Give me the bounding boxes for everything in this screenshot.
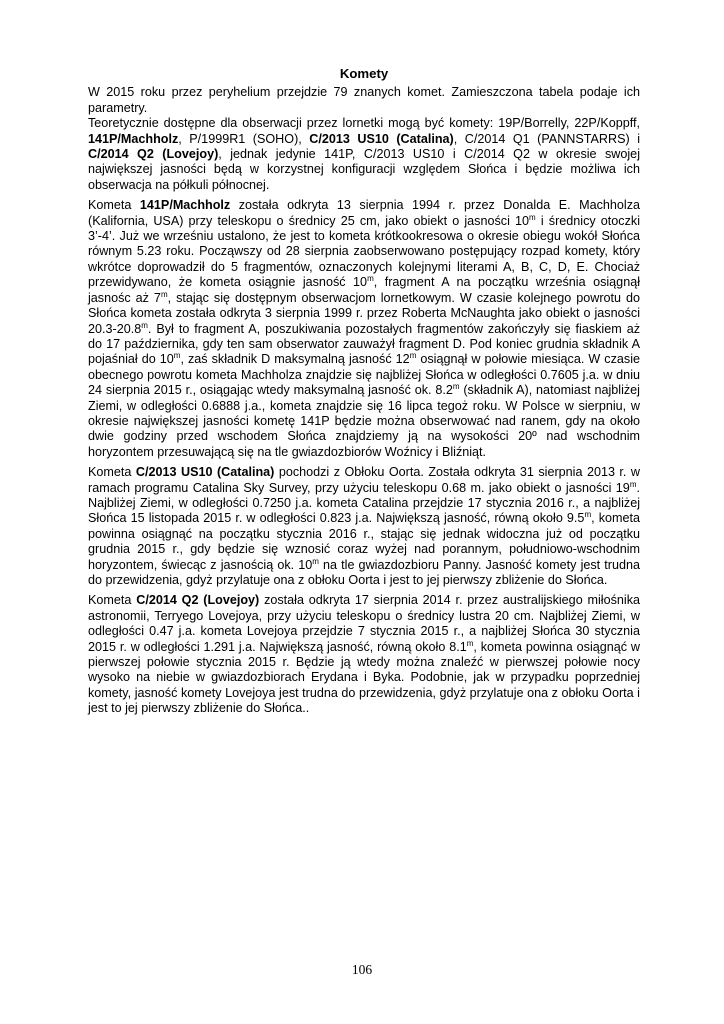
magnitude-sup: m bbox=[367, 274, 374, 284]
magnitude-sup: m bbox=[409, 351, 417, 361]
machholz-paragraph bbox=[88, 198, 640, 460]
intro-paragraph-1: W 2015 roku przez peryhelium przejdzie 79 znanych komet. Zamieszczona tabela podaje ich parametry. bbox=[88, 85, 640, 115]
document-page bbox=[88, 66, 640, 722]
text-run: . Najbliżej Ziemi, w odległości 0.7250 j.a. kometa Catalina przejdzie 17 stycznia 2016 r., a najbliżej Słońca 15 listopada 2015 r. w odległości 0.823 j.a. Największą jasność, równą około 9.5 bbox=[88, 480, 640, 526]
text-run: , fragment A na początku września osiągnął jasnośc aż 7 bbox=[88, 275, 640, 305]
text-run: , stając się dostępnym obserwacjom lornetkowym. W czasie kolejnego powrotu do Słońca kometa została odkryta 3 sierpnia 1999 r. przez Roberta McNaughta jako obiekt o jasności 20.3-20.8 bbox=[88, 290, 640, 336]
magnitude-sup: m bbox=[452, 382, 460, 392]
text-run: (składnik A), natomiast najbliżej Ziemi, w odległości 0.6888 j.a., kometa znajdzie się 16 lipca tegoż roku. W Polsce w sierpniu, w okresie największej jasności kometę 141P będzie można obserwować nad ranem, gdy na około dwie godziny przed wschodem Słońca znajdziemy ją na wysokości 20º nad wschodnim horyzontem przesuwającą się na tle gwiazdozbiorów Woźnicy i Bliźniąt. bbox=[88, 383, 640, 459]
text-run: Kometa bbox=[88, 593, 137, 608]
magnitude-sup: m bbox=[141, 320, 148, 330]
magnitude-sup: m bbox=[466, 638, 474, 648]
text-run: . Był to fragment A, poszukiwania pozostałych fragmentów zakończyły się fiaskiem aż do 17 października, gdy ten sam obserwator zauważył fragment D. Pod koniec grudnia składnik A pojaśniał do 10 bbox=[88, 321, 640, 367]
comet-name-machholz: 141P/Machholz bbox=[88, 131, 179, 146]
intro-text: , C/2014 Q1 (PANNSTARRS) i bbox=[453, 131, 641, 146]
text-run: i średnicy otoczki 3’-4’. Już we wrześniu ustalono, że jest to kometa krótkookresowa o okresie obiegu wokół Słońca równym 5.23 roku. Począwszy od 28 sierpnia zaobserwowano postępujący rozpad komety, który wkrótce doprowadził do 5 fragmentów, oznaczonych kolejnymi literami A, B, C, D, E. Chociaż przewidywano, że kometa osiągnie jasność 10 bbox=[88, 213, 640, 290]
text-run: , kometa powinna osiągnąć na początku stycznia 2016 r., stając się jednak widoczna już od początku grudnia 2015 r., gdy będzie się wznosić coraz wyżej nad porannym, południowo-wschodnim horyzontem, świecąc z jasnością ok. 10 bbox=[88, 511, 641, 572]
magnitude-sup: m bbox=[629, 479, 637, 489]
catalina-paragraph bbox=[88, 465, 640, 588]
text-run: została odkryta 13 sierpnia 1994 r. przez Donalda E. Machholza (Kalifornia, USA) przy teleskopu o średnicy 25 cm, jako obiekt o jasności 10 bbox=[88, 198, 641, 228]
intro-text: Teoretycznie dostępne dla obserwacji przez lornetki mogą być komety: 19P/Borrelly, 22P/Koppff, bbox=[88, 116, 640, 131]
comet-name-catalina: C/2013 US10 (Catalina) bbox=[309, 131, 454, 146]
page-number: 106 bbox=[351, 962, 373, 977]
text-run: , kometa powinna osiągnąć w pierwszej połowie stycznia 2015 r. Będzie ją wtedy można znaleźć w pierwszej połowie nocy wysoko na niebie w gwiazdozbiorach Erydana i Byka. Podobnie, jak w przypadku poprzedniej komety, jasność komety Lovejoya jest trudna do przewidzenia, gdyż przylatuje ona z obłoku Oorta i jest to jej pierwszy zbliżenie do Słońca.. bbox=[88, 639, 640, 716]
text-run: Kometa bbox=[88, 465, 136, 480]
text-run: pochodzi z Obłoku Oorta. Została odkryta 31 sierpnia 2013 r. w ramach programu Catalina Sky Survey, przy użyciu teleskopu 0.68 m. jako obiekt o jasności 19 bbox=[88, 465, 640, 495]
comet-name-lovejoy: C/2014 Q2 (Lovejoy) bbox=[136, 593, 260, 608]
comet-name-machholz: 141P/Machholz bbox=[139, 198, 231, 213]
text-run: , zaś składnik D maksymalną jasność 12 bbox=[180, 352, 410, 367]
intro-text: , jednak jedynie 141P, C/2013 US10 i C/2014 Q2 w okresie swojej największej jasności będą w korzystnej konfiguracji względem Słońca i będzie możliwa ich obserwacja na półkuli północnej. bbox=[88, 147, 640, 192]
comet-name-lovejoy: C/2014 Q2 (Lovejoy) bbox=[88, 147, 219, 162]
magnitude-sup: m bbox=[584, 510, 592, 520]
text-run: osiągnął w połowie miesiąca. W czasie obecnego powrotu kometa Machholza znajdzie się najbliżej Słońca w odległości 0.7605 j.a. w dniu 24 sierpnia 2015 r., osiągając wtedy maksymalną jasność ok. 8.2 bbox=[88, 352, 640, 398]
magnitude-sup: m bbox=[312, 556, 319, 566]
text-run: Kometa bbox=[88, 198, 140, 213]
page-title: Komety bbox=[339, 66, 389, 81]
magnitude-sup: m bbox=[160, 289, 168, 299]
magnitude-sup: m bbox=[529, 212, 536, 222]
intro-paragraph-2 bbox=[88, 116, 640, 193]
comet-name-catalina: C/2013 US10 (Catalina) bbox=[135, 465, 275, 480]
magnitude-sup: m bbox=[173, 351, 181, 361]
text-run: została odkryta 17 sierpnia 2014 r. przez australijskiego miłośnika astronomii, Terryego Lovejoya, przy użyciu teleskopu o średnicy lustra 20 cm. Najbliżej Ziemi, w odległości 0.47 j.a. kometa Lovejoya przejdzie 7 stycznia 2015 r., a najbliżej Słońca 30 stycznia 2015 r. w odległości 1.291 j.a. Największą jasność, równą około 8.1 bbox=[88, 593, 640, 654]
intro-text: , P/1999R1 (SOHO), bbox=[178, 131, 310, 146]
lovejoy-paragraph bbox=[88, 593, 640, 716]
text-run: na tle gwiazdozbioru Panny. Jasność komety jest trudna do przewidzenia, gdyż przylatuje ona z obłoku Oorta i jest to jej pierwszy zbliżenie do Słońca. bbox=[88, 557, 640, 587]
